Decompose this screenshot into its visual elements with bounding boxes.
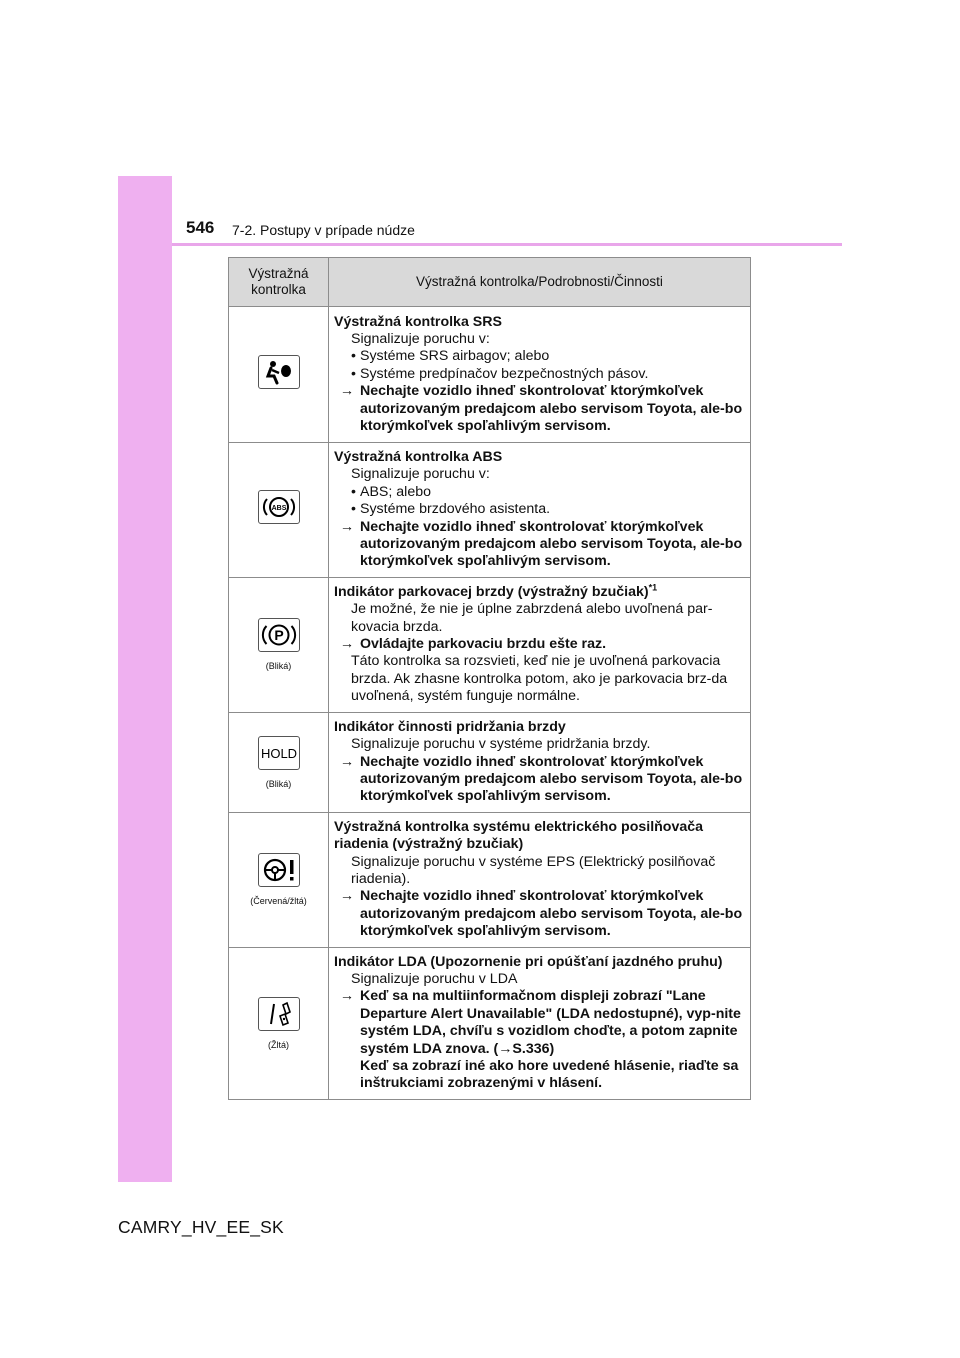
hold-icon-text: HOLD	[260, 745, 297, 761]
row-bullet: • ABS; alebo	[334, 484, 746, 501]
row-title	[334, 584, 746, 601]
arrow-icon: →	[339, 518, 355, 535]
icon-cell	[229, 712, 329, 812]
icon-caption: (Bliká)	[265, 661, 292, 672]
icon-caption: (Bliká)	[265, 778, 292, 789]
row-signal: Je možné, že nie je úplne zabrzdená alebo uvoľnená par-kovacia brzda.	[351, 601, 713, 635]
warning-lights-table	[228, 257, 751, 1100]
column-header-details: Výstražná kontrolka/Podrobnosti/Činnosti	[329, 258, 751, 307]
details-cell	[329, 947, 751, 1099]
row-action-text: Nechajte vozidlo ihneď skontrolovať ktorýmkoľvek autorizovaným predajcom alebo servisom Toyota, ale-bo ktorýmkoľvek spoľahlivým servisom.	[360, 518, 743, 570]
table-row	[229, 577, 751, 712]
row-title: Indikátor LDA (Upozornenie pri opúšťaní jazdného pruhu)	[334, 953, 723, 970]
row-bullet: • Systéme SRS airbagov; alebo	[334, 348, 746, 365]
column-header-light	[229, 258, 329, 307]
icon-cell	[229, 443, 329, 578]
details-cell	[329, 307, 751, 443]
chapter-sidebar-tab	[118, 176, 172, 1182]
table-row	[229, 307, 751, 443]
details-cell	[329, 577, 751, 712]
document-code: CAMRY_HV_EE_SK	[118, 1217, 284, 1237]
row-signal: Signalizuje poruchu v LDA	[351, 970, 518, 987]
icon-cell	[229, 947, 329, 1099]
table-row	[229, 712, 751, 812]
abs-icon	[258, 490, 300, 524]
row-signal: Signalizuje poruchu v systéme EPS (Elektrický posilňovač riadenia).	[351, 853, 716, 887]
row-signal: Signalizuje poruchu v:	[351, 466, 490, 483]
page-number: 546	[186, 218, 215, 237]
row-title: Indikátor činnosti pridržania brzdy	[334, 718, 566, 735]
page-reference-link[interactable]: S.336)	[512, 1040, 555, 1057]
table-row	[229, 443, 751, 578]
table-row	[229, 812, 751, 947]
svg-text:ABS: ABS	[271, 505, 286, 513]
row-bullet: • Systéme predpínačov bezpečnostných pásov.	[334, 366, 746, 383]
row-action	[334, 988, 746, 1058]
row-action-text: Nechajte vozidlo ihneď skontrolovať ktorýmkoľvek autorizovaným predajcom alebo servisom Toyota, ale-bo ktorýmkoľvek spoľahlivým servisom.	[360, 383, 743, 435]
row-title-text: Indikátor parkovacej brzdy (výstražný bzučiak)	[334, 583, 649, 600]
icon-caption: (Červená/žltá)	[250, 896, 307, 907]
row-action-text: Keď sa na multiinformačnom displeji zobrazí "Lane Departure Alert Unavailable" (LDA nedostupné), vyp-nite systém LDA, chvíľu s vozidlom choďte, a potom zapnite systém LDA znova. (	[360, 988, 741, 1057]
row-action-text: Nechajte vozidlo ihneď skontrolovať ktorýmkoľvek autorizovaným predajcom alebo servisom Toyota, ale-bo ktorýmkoľvek spoľahlivým servisom.	[360, 888, 743, 940]
hold-icon	[258, 736, 300, 770]
lda-icon	[258, 997, 300, 1031]
row-title: Výstražná kontrolka ABS	[334, 449, 503, 465]
row-title: Výstražná kontrolka systému elektrického posilňovača riadenia (výstražný bzučiak)	[334, 818, 704, 853]
details-cell	[329, 712, 751, 812]
row-action-text: Nechajte vozidlo ihneď skontrolovať ktorýmkoľvek autorizovaným predajcom alebo servisom Toyota, ale-bo ktorýmkoľvek spoľahlivým servisom.	[360, 753, 743, 805]
row-action	[334, 636, 746, 653]
column-header-light-line2: kontrolka	[251, 282, 306, 297]
details-cell	[329, 443, 751, 578]
arrow-icon: →	[339, 888, 355, 905]
row-action	[334, 888, 746, 940]
arrow-icon: →	[339, 753, 355, 770]
icon-cell	[229, 577, 329, 712]
srs-airbag-icon	[258, 355, 300, 389]
icon-cell	[229, 812, 329, 947]
row-signal: Signalizuje poruchu v:	[351, 330, 490, 347]
row-action	[334, 754, 746, 806]
details-cell	[329, 812, 751, 947]
table-header-row	[229, 258, 751, 307]
row-note: Táto kontrolka sa rozsvieti, keď nie je uvoľnená parkovacia brzda. Ak zhasne kontrolka potom, ako je parkovacia brz-da uvoľnená, systém funguje normálne.	[351, 653, 728, 705]
row-action	[334, 519, 746, 571]
row-action	[334, 383, 746, 435]
arrow-icon: →	[339, 636, 355, 653]
icon-cell	[229, 307, 329, 443]
section-title: 7-2. Postupy v prípade núdze	[232, 222, 415, 238]
footnote-marker: *1	[648, 582, 658, 593]
row-bullet: • Systéme brzdového asistenta.	[334, 501, 746, 518]
column-header-light-line1: Výstražná	[248, 266, 309, 281]
svg-text:P: P	[273, 627, 284, 644]
arrow-icon: →	[339, 383, 355, 400]
row-action-text: Ovládajte parkovaciu brzdu ešte raz.	[360, 636, 607, 653]
row-signal: Signalizuje poruchu v systéme pridržania brzdy.	[351, 736, 651, 753]
page-ref-arrow-icon: →	[498, 1040, 513, 1057]
header-rule	[172, 243, 842, 246]
row-action-secondary: Keď sa zobrazí iné ako hore uvedené hlásenie, riaďte sa inštrukciami zobrazenými v hlásení.	[360, 1058, 739, 1092]
steering-warning-icon	[258, 853, 300, 887]
icon-caption: (Žltá)	[268, 1039, 289, 1050]
table-row	[229, 947, 751, 1099]
row-title: Výstražná kontrolka SRS	[334, 313, 502, 330]
arrow-icon: →	[339, 988, 355, 1005]
parking-brake-icon	[258, 618, 300, 652]
